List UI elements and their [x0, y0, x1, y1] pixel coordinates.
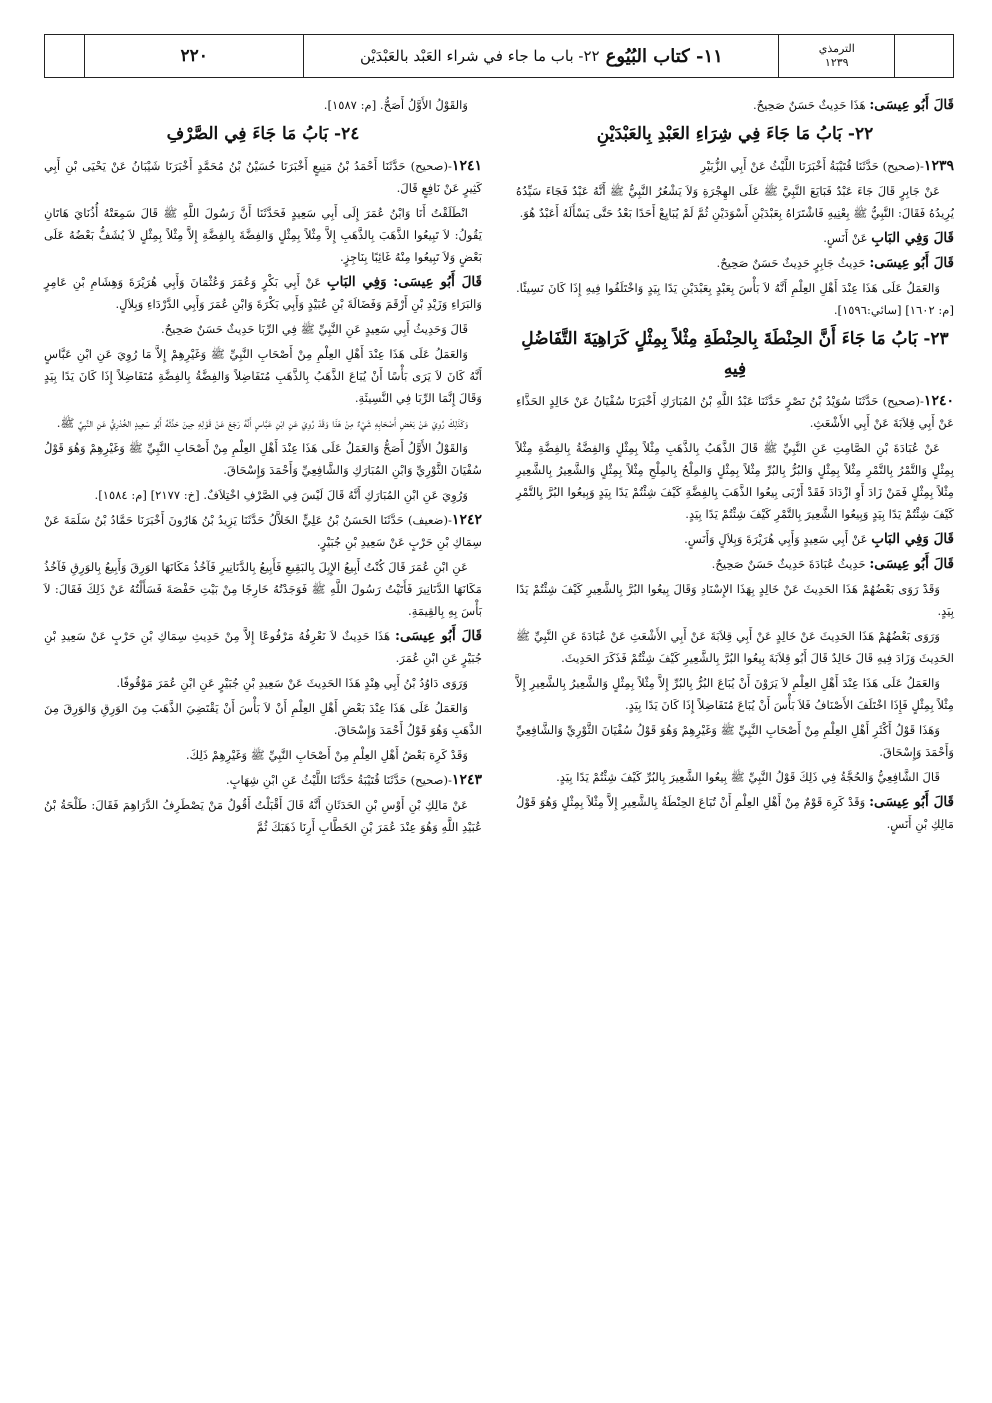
paragraph-text: وَالعَمَلُ عَلَى هَذَا عِنْدَ أَهْلِ العِلْمِ مِنْ أَصْحَابِ النَّبِيِّ ﷺ وَغَيْرِهِمْ إِلاَّ مَا رُوِيَ عَنِ ابْنِ عَبَّاسٍ أَنَّهُ كَانَ لاَ يَرَى بَأْسًا أَنْ يُبَاعَ الذَّهَبُ بِالذَّهَبِ مُتَفَاضِلاً وَالفِضَّةُ بِالفِضَّةِ مُتَفَاضِلاً إِذَا كَانَ يَدًا بِيَدٍ وَقَالَ إِنَّمَا الرِّبَا فِي النَّسِيئَةِ.: [44, 347, 482, 405]
paragraph-text: عَنْ عُبَادَةَ بْنِ الصَّامِتِ عَنِ النَّبِيِّ ﷺ قَالَ الذَّهَبُ بِالذَّهَبِ مِثْلاً بِمِثْلٍ وَالفِضَّةُ بِالفِضَّةِ مِثْلاً بِمِثْلٍ وَالتَّمْرُ بِالتَّمْرِ مِثْلاً بِمِثْلٍ وَالبُرُّ بِالبُرِّ مِثْلاً بِمِثْلٍ وَالمِلْحُ بِالمِلْحِ مِثْلاً بِمِثْلٍ وَالشَّعِيرُ بِالشَّعِيرِ مِثْلاً بِمِثْلٍ فَمَنْ زَادَ أَوِ ازْدَادَ فَقَدْ أَرْبَى بِيعُوا الذَّهَبَ بِالفِضَّةِ كَيْفَ شِئْتُمْ يَدًا بِيَدٍ وَبِيعُوا البُرَّ بِالتَّمْرِ كَيْفَ شِئْتُمْ يَدًا بِيَدٍ وَبِيعُوا الشَّعِيرَ بِالتَّمْرِ كَيْفَ شِئْتُمْ يَدًا بِيَدٍ.: [516, 441, 954, 521]
paragraph-text: وَقَدْ كَرِهَ قَوْمٌ مِنْ أَهْلِ العِلْمِ أَنْ تُبَاعَ الحِنْطَةُ بِالشَّعِيرِ إِلاَّ مِثْلاً بِمِثْلٍ وَهُوَ قَوْلُ مَالِكِ بْنِ أَنَسٍ.: [516, 795, 954, 831]
paragraph-text: وَرَوَى دَاوُدُ بْنُ أَبِي هِنْدٍ هَذَا الحَدِيثَ عَنْ سَعِيدِ بْنِ جُبَيْرٍ عَنِ ابْنِ عُمَرَ مَوْقُوفًا.: [116, 676, 468, 690]
paragraph-text: عَنْ جَابِرٍ قَالَ جَاءَ عَبْدٌ فَبَايَعَ النَّبِيَّ ﷺ عَلَى الهِجْرَةِ وَلاَ يَشْعُرُ النَّبِيُّ ﷺ أَنَّهُ عَبْدٌ فَجَاءَ سَيِّدُهُ يُرِيدُهُ فَقَالَ: النَّبِيُّ ﷺ بِعْنِيهِ فَاشْتَرَاهُ بِعَبْدَيْنِ أَسْوَدَيْنِ ثُمَّ لَمْ يُبَايِعْ أَحَدًا بَعْدُ حَتَّى يَسْأَلَهُ أَعَبْدٌ هُوَ.: [516, 184, 954, 220]
hadith-number: ١٢٤٢: [451, 512, 482, 528]
page-header: [44, 34, 954, 78]
text-paragraph: [516, 528, 954, 550]
header-blank-cell: [45, 35, 85, 77]
paragraph-text: قَالَ الشَّافِعِيُّ وَالحُجَّةُ فِي ذَلِكَ قَوْلُ النَّبِيِّ ﷺ بِيعُوا الشَّعِيرَ بِالبُرِّ كَيْفَ شِئْتُمْ يَدًا بِيَدٍ.: [556, 770, 940, 784]
paragraph-text: هَذَا حَدِيثٌ حَسَنٌ صَحِيحٌ.: [752, 98, 870, 112]
chapter-heading: ٢٣- بَابُ مَا جَاءَ أَنَّ الحِنْطَةَ بِالحِنْطَةِ مِثْلاً بِمِثْلٍ كَرَاهِيَةَ التَّفَاضُلِ فِيهِ: [521, 329, 949, 379]
hadith-number: ١٢٣٩: [824, 56, 849, 69]
text-paragraph: [516, 94, 954, 116]
text-paragraph: [516, 553, 954, 575]
text-paragraph: [516, 766, 954, 788]
text-paragraph: [44, 556, 482, 622]
paragraph-text: وَقَدْ رَوَى بَعْضُهُمْ هَذَا الحَدِيثَ عَنْ خَالِدٍ بِهَذَا الإِسْنَادِ وَقَالَ بِيعُوا البُرَّ بِالشَّعِيرِ كَيْفَ شِئْتُمْ يَدًا بِيَدٍ.: [516, 582, 954, 618]
reference-cell: [779, 35, 895, 77]
paragraph-text: عَنْ أَبِي سَعِيدٍ وَأَبِي هُرَيْرَةَ وَبِلاَلٍ وَأَنَسٍ.: [684, 532, 872, 546]
paragraph-text: -(صحيح) حَدَّثَنَا أَحْمَدُ بْنُ مَنِيعٍ أَخْبَرَنَا حُسَيْنُ بْنُ مُحَمَّدٍ أَخْبَرَنَا شَيْبَانُ عَنْ يَحْيَى بْنِ أَبِي كَثِيرٍ عَنْ نَافِعٍ قَالَ.: [44, 159, 482, 195]
text-paragraph: [44, 343, 482, 409]
hadith-paragraph: [44, 155, 482, 199]
speaker-lead: قَالَ أَبُو عِيسَى:: [869, 255, 954, 271]
speaker-lead: قَالَ أَبُو عِيسَى:: [869, 794, 954, 810]
paragraph-text: عَنِ ابْنِ عُمَرَ قَالَ كُنْتُ أَبِيعُ الإِبِلَ بِالبَقِيعِ فَأَبِيعُ بِالدَّنَانِيرِ فَآخُذُ مَكَانَهَا الوَرِقَ وَأَبِيعُ بِالوَرِقِ فَآخُذُ مَكَانَهَا الدَّنَانِيرَ فَأَتَيْتُ رَسُولَ اللَّهِ ﷺ فَوَجَدْتُهُ خَارِجًا مِنْ بَيْتِ حَفْصَةَ فَسَأَلْتُهُ عَنْ ذَلِكَ فَقَالَ: لاَ بَأْسَ بِهِ بِالقِيمَةِ.: [44, 560, 482, 618]
speaker-lead: قَالَ وَفِي البَابِ: [871, 230, 954, 246]
chapter-title: ٢٢- باب ما جاء في شراء العَبْد بالعَبْدَيْن: [360, 47, 600, 65]
text-paragraph: [44, 625, 482, 669]
book-title: ١١- كتاب البُيُوع: [605, 45, 723, 67]
paragraph-text: وَالقَوْلُ الأَوَّلُ أَصَحُّ. [م: ١٥٨٧].: [323, 98, 468, 112]
text-paragraph: [44, 202, 482, 268]
paragraph-text: قَالَ وَحَدِيثُ أَبِي سَعِيدٍ عَنِ النَّبِيِّ ﷺ فِي الرِّبَا حَدِيثٌ حَسَنٌ صَحِيحٌ.: [161, 322, 468, 336]
running-title: [304, 35, 779, 77]
text-paragraph: [516, 227, 954, 249]
text-paragraph: [516, 277, 954, 321]
paragraph-text: حَدِيثُ عُبَادَةَ حَدِيثٌ حَسَنٌ صَحِيحٌ.: [711, 557, 870, 571]
speaker-lead: قَالَ أَبُو عِيسَى:: [869, 97, 954, 113]
paragraph-text: -(صحيح) حَدَّثَنَا سُوَيْدُ بْنُ نَصْرٍ حَدَّثَنَا عَبْدُ اللَّهِ بْنُ المُبَارَكِ أَخْبَرَنَا سُفْيَانُ عَنْ خَالِدٍ الحَذَّاءِ عَنْ أَبِي قِلاَبَةَ عَنْ أَبِي الأَشْعَثِ.: [516, 394, 954, 430]
text-paragraph: [516, 180, 954, 224]
book-page: [44, 34, 954, 1374]
hadith-number: ١٢٤١: [451, 158, 482, 174]
text-paragraph: [44, 672, 482, 694]
speaker-lead: قَالَ أَبُو عِيسَى:: [394, 628, 483, 644]
paragraph-text: وَالعَمَلُ عَلَى هَذَا عِنْدَ أَهْلِ العِلْمِ لاَ يَرَوْنَ أَنْ يُبَاعَ البُرُّ بِالبُرِّ إِلاَّ مِثْلاً بِمِثْلٍ وَالشَّعِيرُ بِالشَّعِيرِ إِلاَّ مِثْلاً بِمِثْلٍ فَإِذَا اخْتَلَفَ الأَصْنَافُ فَلاَ بَأْسَ أَنْ يُبَاعَ مُتَفَاضِلاً إِذَا كَانَ يَدًا بِيَدٍ.: [516, 676, 954, 712]
text-paragraph: [516, 625, 954, 669]
page-number: ٢٢٠: [85, 35, 305, 77]
text-paragraph: [44, 412, 482, 434]
text-paragraph: [516, 252, 954, 274]
paragraph-text: وَالقَوْلُ الأَوَّلُ أَصَحُّ وَالعَمَلُ عَلَى هَذَا عِنْدَ أَهْلِ العِلْمِ مِنْ أَصْحَابِ النَّبِيِّ ﷺ وَغَيْرِهِمْ وَهُوَ قَوْلُ سُفْيَانَ الثَّوْرِيِّ وَابْنِ المُبَارَكِ وَالشَّافِعِيِّ وَأَحْمَدَ وَإِسْحَاقَ.: [44, 441, 482, 477]
paragraph-text: عَنْ أَبِي بَكْرٍ وَعُمَرَ وَعُثْمَانَ وَأَبِي هُرَيْرَةَ وَهِشَامِ بْنِ عَامِرٍ وَالبَرَاءِ وَزَيْدِ بْنِ أَرْقَمَ وَفَضَالَةَ بْنِ عُبَيْدٍ وَأَبِي بَكْرَةَ وَابْنِ عُمَرَ وَأَبِي الدَّرْدَاءِ وَبِلاَلٍ.: [44, 275, 482, 311]
right-column: [516, 94, 954, 838]
hadith-paragraph: [44, 769, 482, 791]
paragraph-text: -(ضعيف) حَدَّثَنَا الحَسَنُ بْنُ عَلِيٍّ الخَلاَّلُ حَدَّثَنَا يَزِيدُ بْنُ هَارُونَ أَخْبَرَنَا حَمَّادُ بْنُ سَلَمَةَ عَنْ سِمَاكِ بْنِ حَرْبٍ عَنْ سَعِيدِ بْنِ جُبَيْرٍ.: [44, 513, 482, 549]
hadith-number: ١٢٤٠: [923, 393, 954, 409]
paragraph-text: عَنْ أَنَسٍ.: [823, 231, 872, 245]
header-blank-cell: [895, 35, 953, 77]
paragraph-text: وَالعَمَلُ عَلَى هَذَا عِنْدَ أَهْلِ العِلْمِ أَنَّهُ لاَ بَأْسَ بِعَبْدٍ بِعَبْدَيْنِ يَدًا بِيَدٍ وَاخْتَلَفُوا فِيهِ إِذَا كَانَ نَسِيئًا. [م: ١٦٠٢] [سائي:١٥٩٦].: [516, 281, 954, 317]
text-paragraph: [44, 318, 482, 340]
left-column: [44, 94, 482, 841]
text-paragraph: [44, 437, 482, 481]
speaker-lead: قَالَ وَفِي البَابِ: [871, 531, 954, 547]
paragraph-text: وَهَذَا قَوْلُ أَكْثَرِ أَهْلِ العِلْمِ مِنْ أَصْحَابِ النَّبِيِّ ﷺ وَغَيْرِهِمْ وَهُوَ قَوْلُ سُفْيَانَ الثَّوْرِيِّ وَالشَّافِعِيِّ وَأَحْمَدَ وَإِسْحَاقَ.: [516, 723, 954, 759]
speaker-lead: قَالَ أَبُو عِيسَى: وَفِي البَابِ: [326, 274, 482, 290]
text-paragraph: [516, 672, 954, 716]
paragraph-text: حَدِيثُ جَابِرٍ حَدِيثٌ حَسَنٌ صَحِيحٌ.: [716, 256, 870, 270]
paragraph-text: وَقَدْ كَرِهَ بَعْضُ أَهْلِ العِلْمِ مِنْ أَصْحَابِ النَّبِيِّ ﷺ وَغَيْرِهِمْ ذَلِكَ.: [185, 748, 468, 762]
paragraph-text: وَرَوَى بَعْضُهُمْ هَذَا الحَدِيثَ عَنْ خَالِدٍ عَنْ أَبِي قِلاَبَةَ عَنْ أَبِي الأَشْعَثِ عَنْ عُبَادَةَ عَنِ النَّبِيِّ ﷺ الحَدِيثَ وَزَادَ فِيهِ قَالَ خَالِدٌ قَالَ أَبُو قِلاَبَةَ بِيعُوا البُرَّ بِالشَّعِيرِ كَيْفَ شِئْتُمْ فَذَكَرَ الحَدِيثَ.: [516, 629, 954, 665]
hadith-paragraph: [516, 390, 954, 434]
paragraph-text: هَذَا حَدِيثٌ لاَ نَعْرِفُهُ مَرْفُوعًا إِلاَّ مِنْ حَدِيثِ سِمَاكِ بْنِ حَرْبٍ عَنْ سَعِيدِ بْنِ جُبَيْرٍ عَنِ ابْنِ عُمَرَ.: [44, 629, 482, 665]
text-paragraph: [516, 719, 954, 763]
paragraph-text: وَالعَمَلُ عَلَى هَذَا عِنْدَ بَعْضِ أَهْلِ العِلْمِ أَنْ لاَ بَأْسَ أَنْ يَقْتَضِيَ الذَّهَبَ مِنَ الوَرِقِ وَالوَرِقَ مِنَ الذَّهَبِ وَهُوَ قَوْلُ أَحْمَدَ وَإِسْحَاقَ.: [44, 701, 482, 737]
text-paragraph: [44, 744, 482, 766]
paragraph-text: عَنْ مَالِكِ بْنِ أَوْسِ بْنِ الحَدَثَانِ أَنَّهُ قَالَ أَقْبَلْتُ أَقُولُ مَنْ يَصْطَرِفُ الدَّرَاهِمَ فَقَالَ: طَلْحَةُ بْنُ عُبَيْدِ اللَّهِ وَهُوَ عِنْدَ عُمَرَ بْنِ الخَطَّابِ أَرِنَا ذَهَبَكَ ثُمَّ: [44, 798, 482, 834]
paragraph-text: وَرُوِيَ عَنِ ابْنِ المُبَارَكِ أَنَّهُ قَالَ لَيْسَ فِي الصَّرْفِ اخْتِلاَفٌ. [خ: ٢١٧٧] [م: ١٥٨٤].: [94, 488, 468, 502]
text-paragraph: [44, 94, 482, 116]
paragraph-text: انْطَلَقْتُ أَنَا وَابْنُ عُمَرَ إِلَى أَبِي سَعِيدٍ فَحَدَّثَنَا أَنَّ رَسُولَ اللَّهِ ﷺ قَالَ سَمِعَتْهُ أُذُنَايَ هَاتَانِ يَقُولُ: لاَ تَبِيعُوا الذَّهَبَ بِالذَّهَبِ إِلاَّ مِثْلاً بِمِثْلٍ وَالفِضَّةَ بِالفِضَّةِ إِلاَّ مِثْلاً بِمِثْلٍ لاَ يُشَفُّ بَعْضُهُ عَلَى بَعْضٍ وَلاَ تَبِيعُوا مِنْهُ غَائِبًا بِنَاجِزٍ.: [44, 206, 482, 264]
paragraph-text: -(صحيح) حَدَّثَنَا قُتَيْبَةُ أَخْبَرَنَا اللَّيْثُ عَنْ أَبِي الزُّبَيْرِ: [700, 159, 924, 173]
hadith-number: ١٢٣٩: [923, 158, 954, 174]
text-paragraph: [44, 794, 482, 838]
text-paragraph: [516, 437, 954, 525]
text-paragraph: [516, 578, 954, 622]
chapter-heading: ٢٢- بَابُ مَا جَاءَ فِي شِرَاءِ العَبْدِ بِالعَبْدَيْنِ: [596, 124, 874, 144]
text-paragraph: [516, 791, 954, 835]
paragraph-text: وَكَذَلِكَ رُوِيَ عَنْ بَعْضِ أَصْحَابِهِ شَيْءٌ مِنْ هَذَا وَقَدْ رُوِيَ عَنِ ابْنِ عَبَّاسٍ أَنَّهُ رَجَعَ عَنْ قَوْلِهِ حِينَ حَدَّثَهُ أَبُو سَعِيدٍ الخُدْرِيُّ عَنِ النَّبِيِّ ﷺ.: [56, 416, 468, 430]
hadith-number: ١٢٤٣: [451, 772, 482, 788]
chapter-heading: ٢٤- بَابُ مَا جَاءَ فِي الصَّرْفِ: [166, 124, 360, 144]
hadith-paragraph: [516, 155, 954, 177]
text-paragraph: [44, 484, 482, 506]
text-paragraph: [44, 697, 482, 741]
text-paragraph: [44, 271, 482, 315]
hadith-paragraph: [44, 509, 482, 553]
paragraph-text: -(صحيح) حَدَّثَنَا قُتَيْبَةُ حَدَّثَنَا اللَّيْثُ عَنِ ابْنِ شِهَابٍ.: [225, 773, 452, 787]
source-name: الترمذي: [818, 42, 855, 55]
speaker-lead: قَالَ أَبُو عِيسَى:: [869, 556, 954, 572]
